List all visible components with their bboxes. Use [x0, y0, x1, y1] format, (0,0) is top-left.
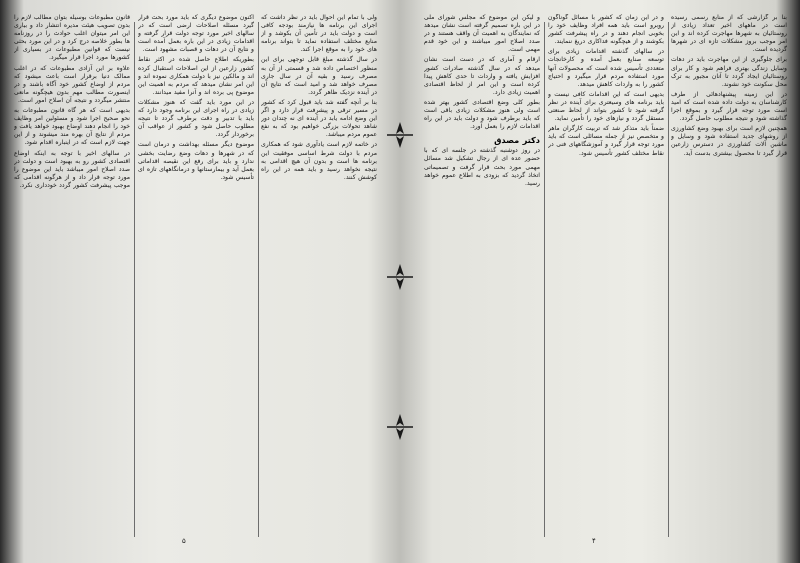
paragraph: موضوع دیگر مسئله بهداشت و درمان است که در شهرها و دهات وضع رضایت بخشی ندارد و باید برای رفع این نقیصه اقداماتی بعمل آید و بیمارستانها و درمانگاههای تازه ای تأسیس شود.	[138, 141, 254, 181]
right-page-column-right	[671, 14, 787, 540]
paragraph: بدیهی است که هر گاه قانون مطبوعات به نحو صحیح اجرا شود و مسئولین امر وظایف خود را انجام دهند اوضاع بهبود خواهد یافت و مردم از نتایج آن بهره مند میشوند و از این جهت لازم است که در اینباره اقدام شود.	[14, 107, 130, 147]
paragraph: در روز دوشنبه گذشته در جلسه ای که با حضور عده ای از رجال تشکیل شد مسائل مهمی مورد بحث قرار گرفت و تصمیماتی اتخاذ گردید که بزودی به اطلاع عموم خواهد رسید.	[424, 147, 540, 187]
right-page-column-left	[424, 14, 540, 540]
arrow-mark-icon	[383, 120, 417, 150]
paragraph: ولی با تمام این احوال باید در نظر داشت که اجرای این برنامه ها نیازمند بودجه کافی است و دولت باید در تأمین آن بکوشد و از منابع مختلف استفاده نماید تا بتواند برنامه های خود را به موقع اجرا کند.	[261, 14, 377, 54]
paragraph: ضمناً باید متذکر شد که تربیت کارگران ماهر و متخصص نیز از جمله مسائلی است که باید مورد توجه قرار گیرد و آموزشگاههای فنی در نقاط مختلف کشور تأسیس شود.	[548, 125, 664, 157]
left-page-column-right	[261, 14, 377, 540]
column-divider	[668, 22, 669, 537]
paragraph: ارقام و آماری که در دست است نشان میدهد که در سال گذشته صادرات کشور افزایش یافته و واردات تا حدی کاهش پیدا کرده است و این امر از لحاظ اقتصادی اهمیت زیادی دارد.	[424, 56, 540, 96]
paragraph: برای جلوگیری از این مهاجرت باید در دهات وسایل زندگی بهتری فراهم شود و کار برای روستائیان ایجاد گردد تا آنان مجبور به ترک محل سکونت خود نشوند.	[671, 56, 787, 88]
column-divider	[258, 22, 259, 537]
paragraph: و لیکن این موضوع که مجلس شورای ملی در این باره تصمیم گرفته است نشان میدهد که نمایندگان به اهمیت آن واقف هستند و در صدد اصلاح امور میباشند و این خود قدم مهمی است.	[424, 14, 540, 54]
paragraph: همچنین لازم است برای بهبود وضع کشاورزی از روشهای جدید استفاده شود و وسایل و ماشین آلات کشاورزی در دسترس زارعین قرار گیرد تا محصول بیشتری بدست آید.	[671, 125, 787, 157]
page-number: ۵	[182, 537, 186, 545]
paragraph: در سالهای گذشته اقدامات زیادی برای توسعه صنایع بعمل آمده و کارخانجات متعددی تأسیس شده است که محصولات آنها مورد استفاده مردم قرار میگیرد و احتیاج کشور را به واردات کاهش میدهد.	[548, 48, 664, 88]
right-page-column-middle	[548, 14, 664, 540]
section-heading: دکتر مصدق	[494, 135, 540, 146]
paragraph: و در این زمان که کشور با مسائل گوناگون روبرو است باید همه افراد وظایف خود را بخوبی انجام دهند و در راه پیشرفت کشور بکوشند و از هیچگونه فداکاری دریغ ننمایند.	[548, 14, 664, 46]
left-page	[14, 14, 376, 549]
paragraph: اکنون موضوع دیگری که باید مورد بحث قرار گیرد مسئله اصلاحات ارضی است که در سالهای اخیر مورد توجه دولت قرار گرفته و اقدامات زیادی در این باره بعمل آمده است و نتایج آن در دهات و قصبات مشهود است.	[138, 14, 254, 54]
paragraph: در سالهای اخیر با توجه به اینکه اوضاع اقتصادی کشور رو به بهبود است و دولت در صدد اصلاح امور میباشد باید این موضوع را مورد توجه قرار داد و از هرگونه اقدامی که موجب پیشرفت کشور گردد خودداری نکرد.	[14, 149, 130, 189]
arrow-mark-icon	[383, 412, 417, 442]
column-divider	[544, 22, 545, 537]
paragraph: بنا بر آنچه گفته شد باید قبول کرد که کشور در مسیر ترقی و پیشرفت قرار دارد و اگر این وضع ادامه یابد در آینده ای نه چندان دور شاهد تحولات بزرگی خواهیم بود که به نفع عموم مردم میباشد.	[261, 98, 377, 139]
page-number: ۴	[592, 537, 596, 545]
left-page-column-left	[14, 14, 130, 540]
paragraph: در این زمینه پیشنهادهائی از طرف کارشناسان به دولت داده شده است که امید است مورد توجه قرار گیرد و بموقع اجرا گذاشته شود و نتیجه مطلوب حاصل گردد.	[671, 90, 787, 123]
paragraph: بطوریکه اطلاع حاصل شده در اکثر نقاط کشور زارعین از این اصلاحات استقبال کرده اند و مالکین نیز با دولت همکاری نموده اند و این امر نشان میدهد که مردم به اهمیت این موضوع پی برده اند و آنرا مفید میدانند.	[138, 56, 254, 96]
paragraph: بطور کلی وضع اقتصادی کشور بهتر شده است ولی هنوز مشکلات زیادی باقی است که باید برطرف شود و دولت باید در این راه اقدامات لازم را بعمل آورد.	[424, 98, 540, 131]
right-page	[424, 14, 786, 549]
paragraph: در خاتمه لازم است یادآوری شود که همکاری مردم با دولت شرط اساسی موفقیت این برنامه ها است و بدون آن هیچ اقدامی به نتیجه نخواهد رسید و باید همه در این راه کوشش کنند.	[261, 141, 377, 181]
paragraph: در سال گذشته مبلغ قابل توجهی برای این منظور اختصاص داده شد و قسمتی از آن به مصرف رسید و بقیه آن در سال جاری مصرف خواهد شد و امید است که نتایج آن در آینده نزدیک ظاهر گردد.	[261, 56, 377, 96]
paragraph: علاوه بر این آزادی مطبوعات که در اغلب ممالک دنیا برقرار است باعث میشود که مردم از اوضاع کشور خود آگاه باشند و در اینصورت مطالب مهم بدون هیچگونه مانعی منتشر میگردد و نتیجه آن اصلاح امور است.	[14, 64, 130, 104]
column-divider	[134, 22, 135, 537]
arrow-mark-icon	[383, 262, 417, 292]
left-page-column-middle	[138, 14, 254, 540]
paragraph: بدیهی است که این اقدامات کافی نیست و باید برنامه های وسیعتری برای آینده در نظر گرفته شود تا کشور بتواند از لحاظ صنعتی مستقل گردد و نیازهای خود را تأمین نماید.	[548, 90, 664, 123]
paragraph: قانون مطبوعات بوسیله بتوان مطالب لازم را بدون تصویب هیئت مدیره انتشار داد و بیاری این امر میتوان اغلب حوادث را در روزنامه ها بطور خلاصه درج کرد و در این مورد بحثی نیست که قوانین مطبوعات در بسیاری از کشورها مورد اجرا قرار میگیرد.	[14, 14, 130, 62]
paragraph: بنا بر گزارشی که از منابع رسمی رسیده است در ماههای اخیر تعداد زیادی از روستائیان به شهرها مهاجرت کرده اند و این امر موجب بروز مشکلات تازه ای در شهرها گردیده است.	[671, 14, 787, 54]
paragraph: در این مورد باید گفت که هنوز مشکلات زیادی در راه اجرای این برنامه وجود دارد که باید با تدبیر و دقت برطرف گردد تا نتیجه مطلوب حاصل شود و کشور از عواقب آن برخوردار گردد.	[138, 98, 254, 139]
